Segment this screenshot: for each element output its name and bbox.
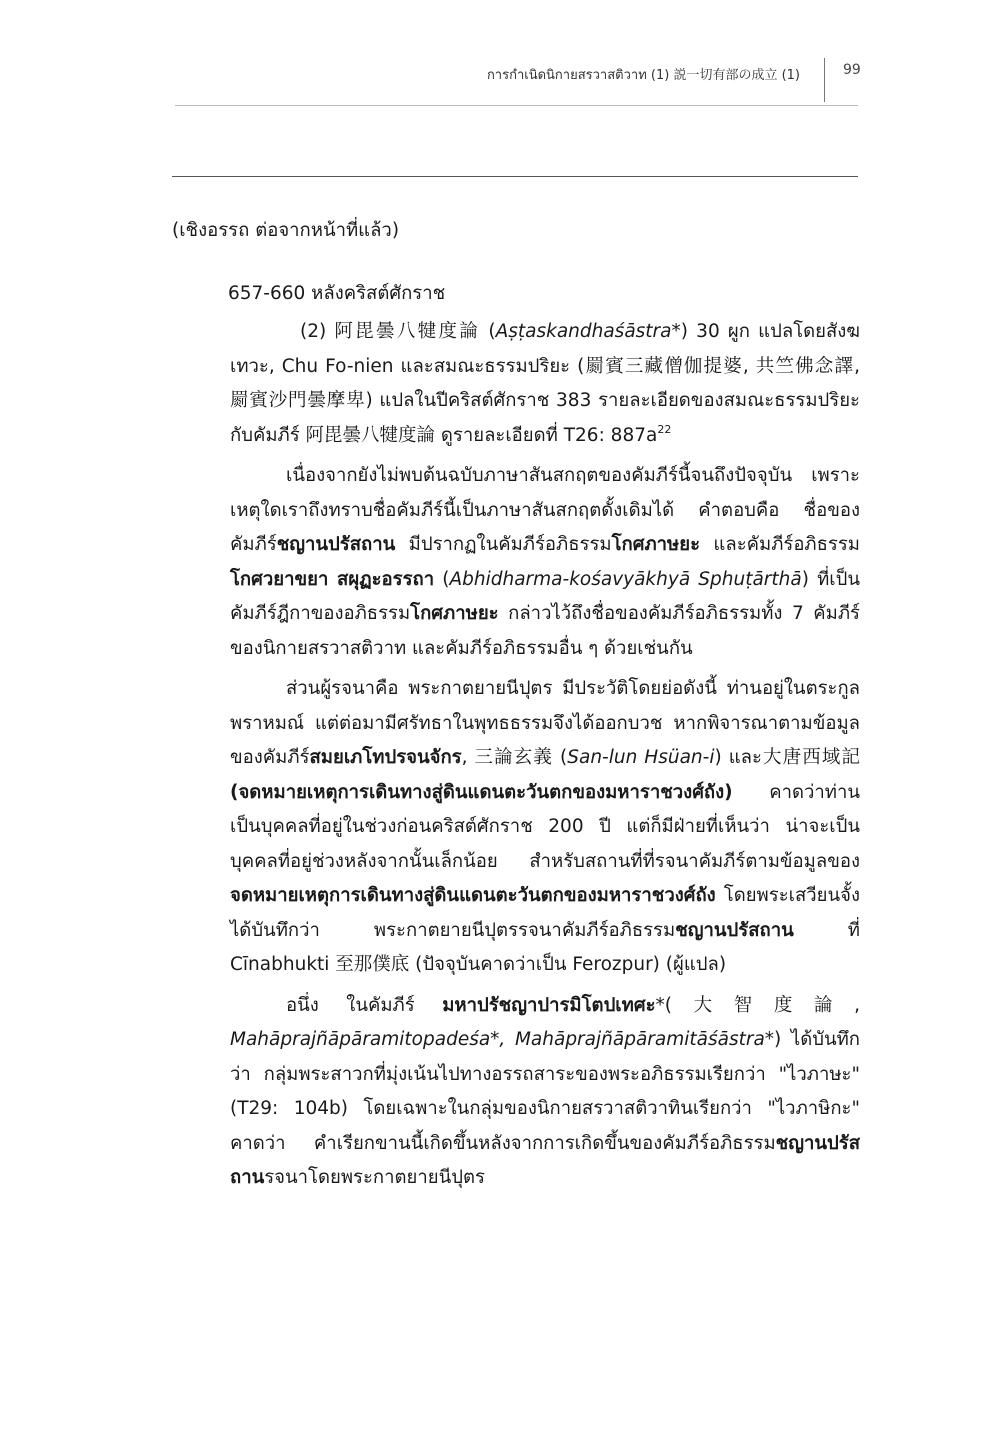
header-rule — [175, 105, 858, 106]
item2-title: Aṣṭaskandhaśāstra* — [495, 321, 681, 342]
item-2-paragraph — [172, 315, 860, 453]
bold-term: โกศวยาขยา สผุฏะอรรถา — [230, 568, 435, 590]
date-heading: 657-660 หลังคริสต์ศักราช — [228, 282, 446, 304]
bold-term: (จดหมายเหตุการเดินทางสู่ดินแดนตะวันตกของมหาราชวงศ์ถัง) — [230, 781, 733, 803]
footnote-continued-label: (เชิงอรรถ ต่อจากหน้าที่แล้ว) — [172, 220, 400, 241]
paragraph-2 — [172, 672, 860, 983]
running-title: การกำเนิดนิกายสรวาสติวาท (1) 説一切有部の成立 (1) — [486, 68, 800, 83]
paragraph-3 — [172, 989, 860, 1196]
bold-term: มหาปรัชญาปารมิโตปเทศะ — [442, 994, 656, 1016]
paragraph-1 — [172, 459, 860, 666]
text: รจนาโดยพระกาตยายนีปุตร — [264, 1167, 485, 1188]
bold-term: ชญานปรัสถาน — [675, 919, 794, 941]
text: เนื่องจากยังไม่พบต้นฉบับภาษาสันสกฤตของคัมภีร์นี้จนถึงปัจจุบัน เพราะเหตุใดเราถึงทราบชื่อคัมภีร์นี้เป็นภาษาสันสกฤตดั้งเดิมได้ คำตอบคือ ชื่อของคัมภีร์ — [230, 465, 860, 555]
footnote-rule — [172, 176, 858, 177]
text: ) และ大唐西域記 — [714, 747, 860, 768]
bold-term: โกศภาษยะ — [611, 534, 701, 555]
page-number: 99 — [843, 62, 861, 78]
text: กล่าวไว้ถึงชื่อของคัมภีร์อภิธรรมทั้ง 7 คัมภีร์ของนิกายสรวาสติวาท และคัมภีร์อภิธรรมอื่น ๆ ด้วยเช่นกัน — [230, 603, 860, 659]
text: ) ได้บันทึกว่า กลุ่มพระสาวกที่มุ่งเน้นไปทางอรรถสาระของพระอภิธรรมเรียกว่า "ไวภาษะ"(T29: 104b) โดยเฉพาะในกลุ่มของนิกายสรวาสติวาทินเรียกว่า "ไวภาษิกะ" คาดว่า คำเรียกขานนี้เกิดขึ้นหลังจากการเกิดขึ้นของคัมภีร์อภิธรรม — [230, 1029, 861, 1154]
text: โดยพระเสวียนจั้งได้บันทึกว่า พระกาตยายนีปุตรรจนาคัมภีร์อภิธรรม — [230, 885, 860, 941]
bold-term: ชญานปรัสถาน — [230, 1132, 860, 1188]
text: ที่ Cīnabhukti 至那僕底 (ปัจจุบันคาดว่าเป็น Ferozpur) (ผู้แปล) — [230, 919, 860, 975]
text: คาดว่าท่านเป็นบุคคลที่อยู่ในช่วงก่อนคริสต์ศักราช 200 ปี แต่ก็มีฝ่ายที่เห็นว่า น่าจะเป็นบุคคลที่อยู่ช่วงหลังจากนั้นเล็กน้อย สำหรับสถานที่ที่รจนาคัมภีร์ตามข้อมูลของ — [230, 781, 860, 872]
bold-term: จดหมายเหตุการเดินทางสู่ดินแดนตะวันตกของมหาราชวงศ์ถัง — [230, 885, 716, 906]
header-divider — [824, 58, 825, 102]
text: อนึ่ง ในคัมภีร์ — [286, 994, 443, 1016]
italic-term: Abhidharma-kośavyākhyā Sphuṭārthā — [449, 568, 802, 590]
text: , 三論玄義 ( — [461, 747, 568, 768]
item2-rest: ) 30 ผูก แปลโดยสังฆเทวะ, Chu Fo-nien และสมณะธรรมปริยะ (罽賓三藏僧伽提婆, 共竺佛念譯, 罽賓沙門曇摩卑) แปลในปีคริสต์ศักราช 383 รายละเอียดของสมณะธรรมปริยะกับคัมภีร์ 阿毘曇八犍度論 ดูรายละเอียดที่ T26: 887a — [230, 321, 861, 446]
footnote-ref: 22 — [657, 422, 672, 436]
italic-term: San-lun Hsüan-i — [567, 747, 715, 768]
text: และคัมภีร์อภิธรรม — [700, 534, 860, 555]
italic-term: Mahāprajñāpāramitopadeśa*, Mahāprajñāpāramitāśāstra* — [230, 1029, 775, 1050]
bold-term: ชญานปรัสถาน — [276, 534, 396, 555]
text: ( — [434, 568, 450, 590]
bold-term: สมยเภโทปรจนจักร — [309, 747, 462, 768]
text: *(大智度論, — [655, 994, 860, 1016]
text: ) ที่เป็นคัมภีร์ฎีกาของอภิธรรม — [230, 568, 860, 624]
text: ส่วนผู้รจนาคือ พระกาตยายนีปุตร มีประวัติโดยย่อดังนี้ ท่านอยู่ในตระกูลพราหมณ์ แต่ต่อมามีศรัทธาในพุทธธรรมจึงได้ออกบวช หากพิจารณาตามข้อมูลของคัมภีร์ — [230, 678, 860, 768]
page-header — [0, 58, 1000, 106]
text: มีปรากฏในคัมภีร์อภิธรรม — [395, 534, 612, 555]
footnote-body — [172, 214, 860, 1196]
bold-term: โกศภาษยะ — [410, 603, 499, 624]
item2-prefix: (2) 阿毘曇八犍度論 ( — [300, 321, 496, 342]
